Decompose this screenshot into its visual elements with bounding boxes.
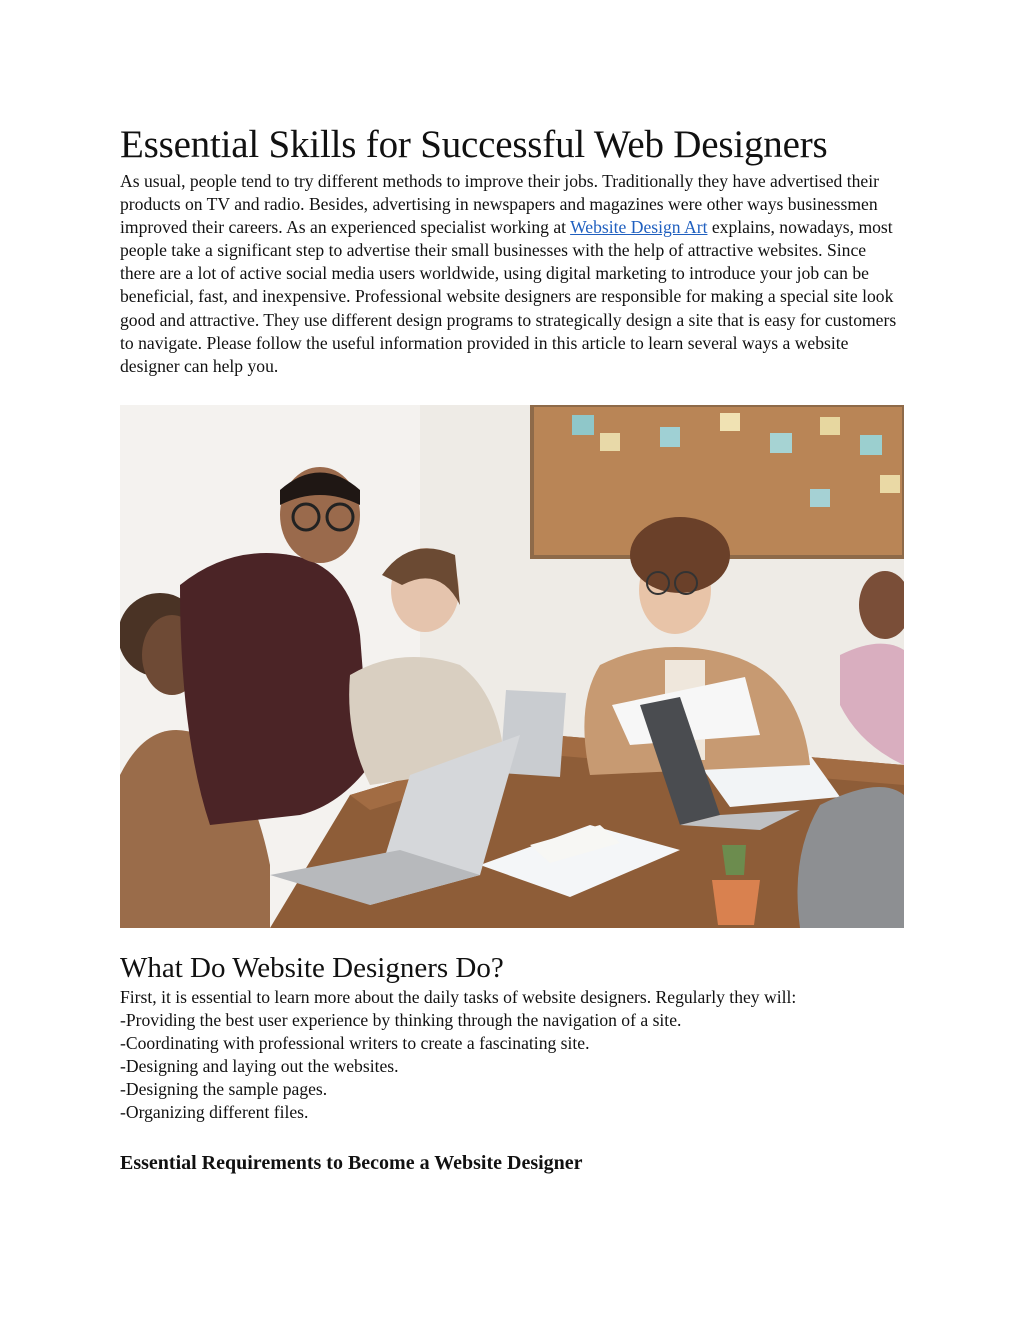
- person-standing: [180, 553, 370, 825]
- list-item: -Designing and laying out the websites.: [120, 1056, 399, 1077]
- cactus-plant: [722, 845, 746, 875]
- section-lead: First, it is essential to learn more about the daily tasks of website designers. Regularly they will:: [120, 986, 797, 1007]
- article-title: Essential Skills for Successful Web Designers: [120, 123, 828, 166]
- team-meeting-photo: [120, 405, 904, 928]
- intro-paragraph: [120, 170, 904, 378]
- list-item: -Providing the best user experience by thinking through the navigation of a site.: [120, 1009, 682, 1030]
- section-heading-requirements: Essential Requirements to Become a Website Designer: [120, 1152, 583, 1175]
- intro-text-start: As usual, people tend to try different methods to improve their jobs. Traditionally they have advertised their products on TV and radio. Besides, advertising in newspapers and magazines were other ways businessmen improved their careers. As an experienced specialist working at: [120, 171, 879, 238]
- list-item: -Organizing different files.: [120, 1102, 309, 1123]
- list-item: -Designing the sample pages.: [120, 1079, 328, 1100]
- website-design-art-link[interactable]: Website Design Art: [570, 217, 708, 238]
- intro-text-end: explains, nowadays, most people take a significant step to advertise their small businesses with the help of attractive websites. Since there are a lot of active social media users worldwide, using digital marketing to introduce your job can be beneficial, fast, and inexpensive. Professional website designers are responsible for making a special site look good and attractive. They use different design programs to strategically design a site that is easy for customers to navigate. Please follow the useful information provided in this article to learn several ways a website designer can help you.: [120, 217, 897, 376]
- list-item: -Coordinating with professional writers to create a fascinating site.: [120, 1033, 590, 1054]
- section-body: [120, 986, 904, 1125]
- document-page: [120, 122, 904, 1176]
- section-heading-what-designers-do: What Do Website Designers Do?: [120, 951, 504, 984]
